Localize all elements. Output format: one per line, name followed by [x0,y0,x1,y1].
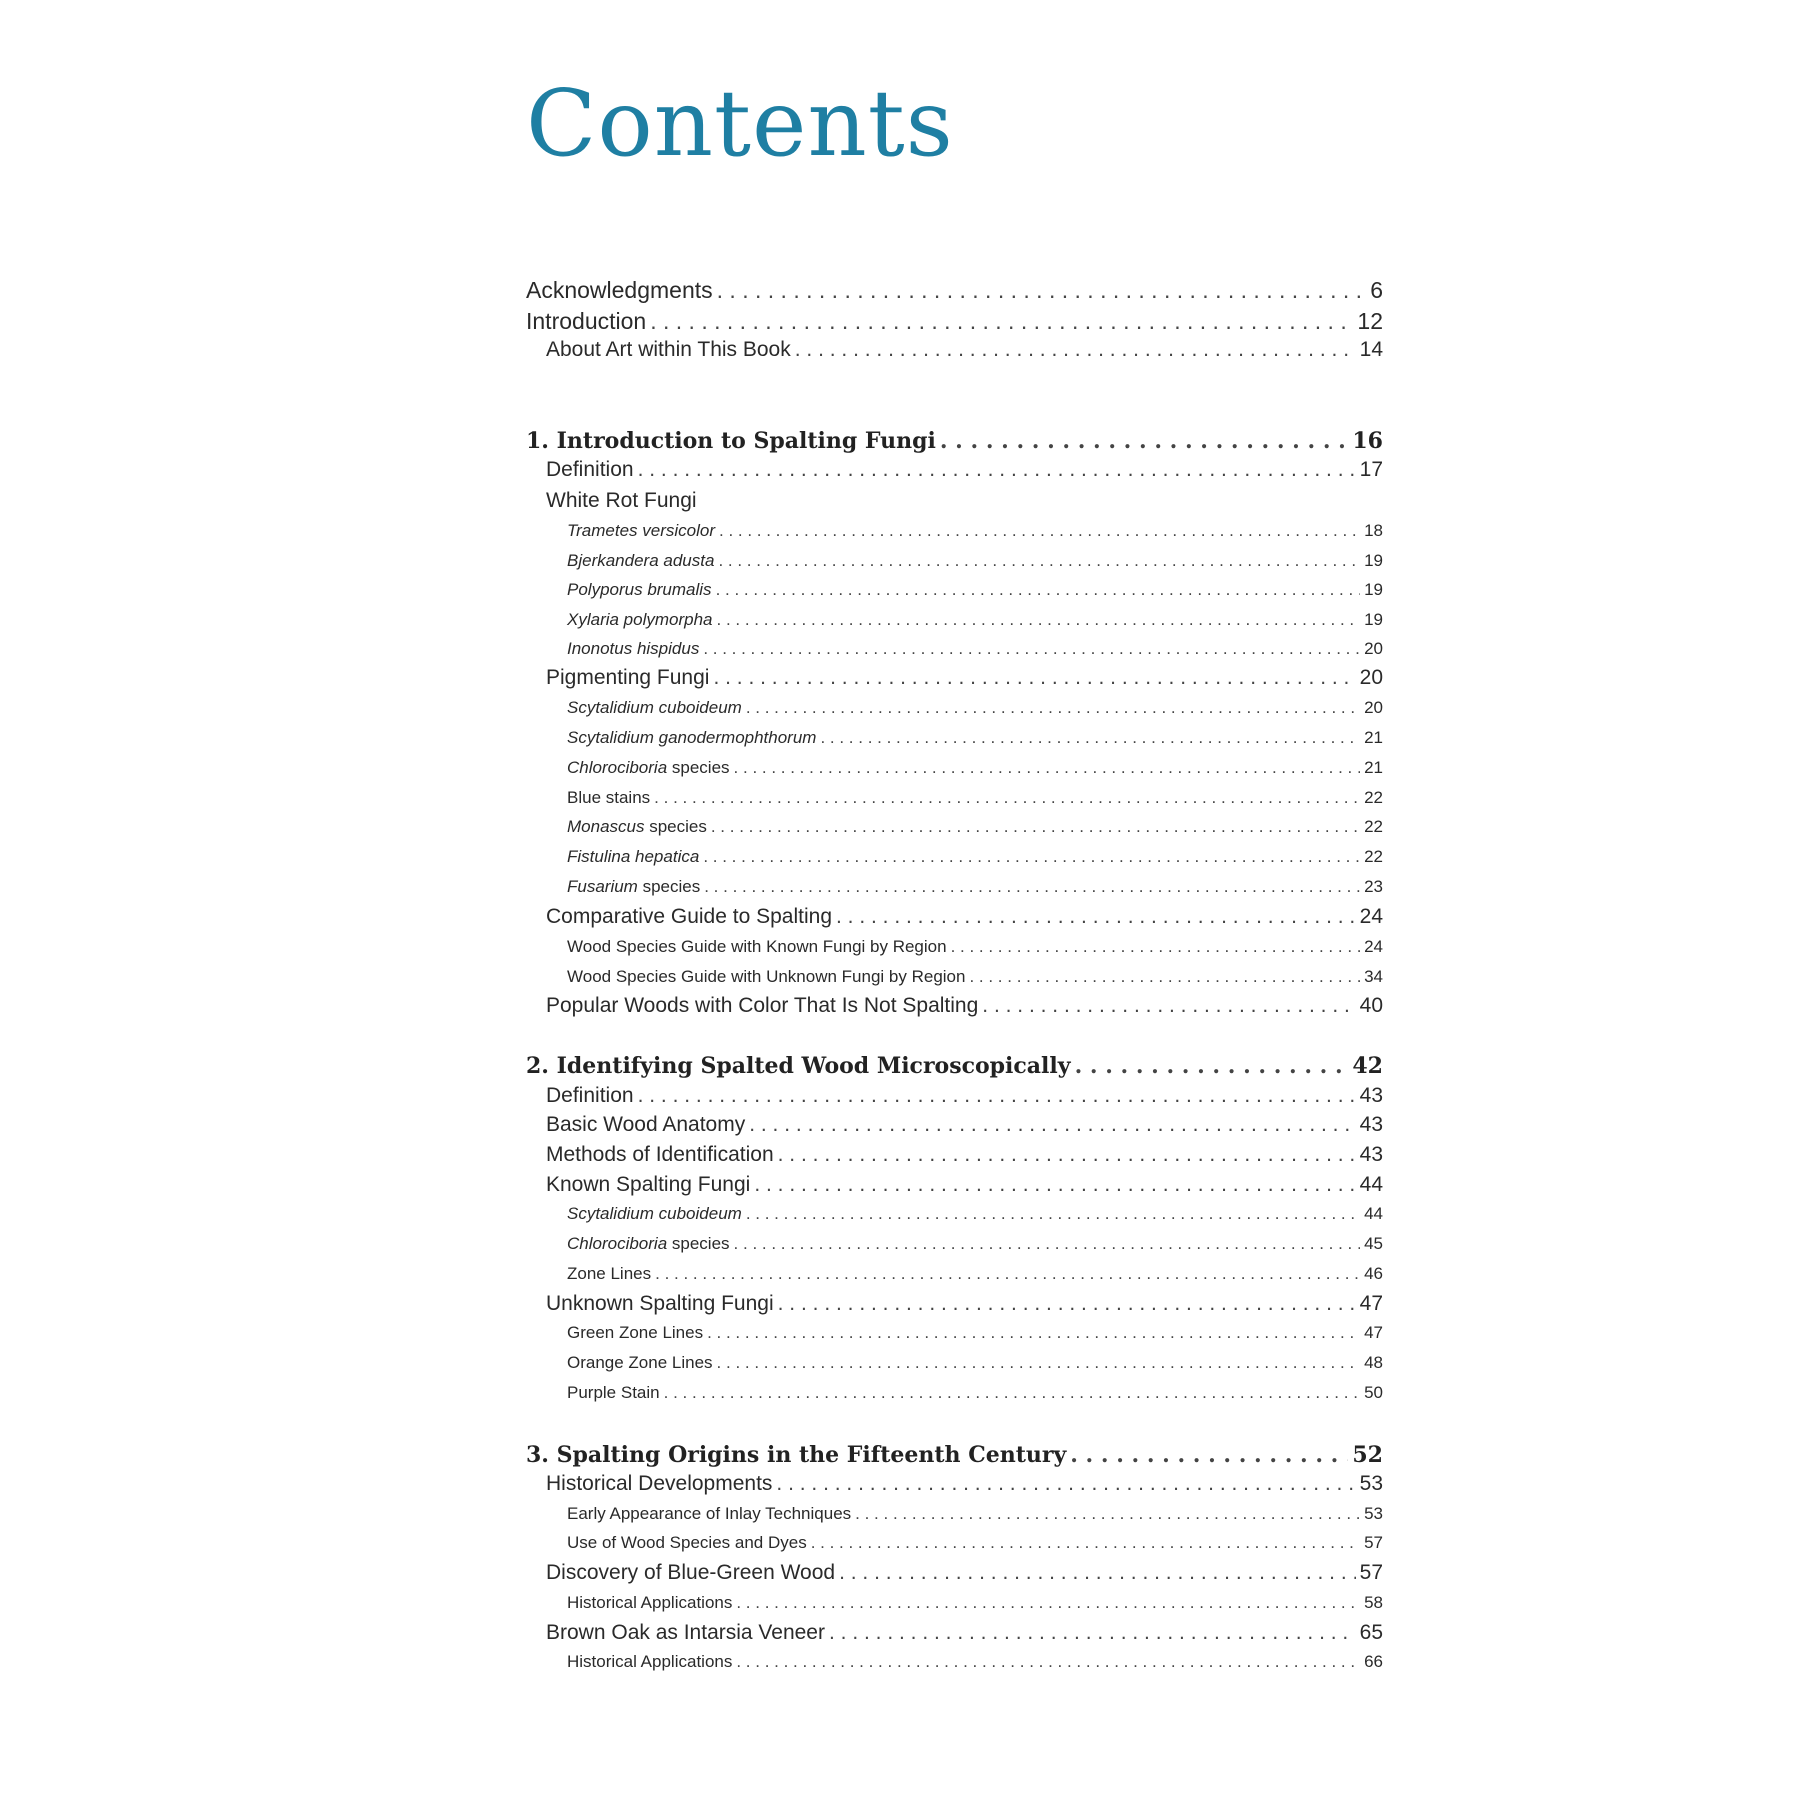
toc-entry[interactable] [567,693,1383,723]
entry-title: Early Appearance of Inlay Techniques [567,1504,852,1523]
entry-page: 21 [1364,758,1383,777]
entry-page: 44 [1364,1204,1383,1223]
entry-page: 20 [1364,639,1383,658]
toc-entry[interactable] [546,902,1383,932]
entry-title: Comparative Guide to Spalting [546,905,832,928]
entry-title: Brown Oak as Intarsia Veneer [546,1621,825,1644]
entry-page: 23 [1364,877,1383,896]
toc-entry[interactable] [567,1647,1383,1677]
entry-page: 40 [1359,994,1383,1017]
toc-entry[interactable] [567,546,1383,576]
toc-entry[interactable] [546,455,1383,485]
toc-entry[interactable] [567,1229,1383,1259]
toc-entry[interactable] [567,1199,1383,1229]
entry-title: Scytalidium cuboideum [567,698,742,717]
toc-entry[interactable] [567,1259,1383,1289]
entry-title: Green Zone Lines [567,1323,704,1342]
entry-title: Bjerkandera adusta [567,551,715,570]
entry-title: Popular Woods with Color That Is Not Spalting [546,994,979,1017]
entry-page: 43 [1359,1143,1383,1166]
toc-entry[interactable] [567,962,1383,992]
entry-page: 19 [1364,580,1383,599]
entry-title: Wood Species Guide with Unknown Fungi by Region [567,967,966,986]
toc-entry[interactable] [567,932,1383,962]
entry-page: 22 [1364,847,1383,866]
entry-title: Introduction [526,308,647,334]
entry-title: Pigmenting Fungi [546,666,710,689]
toc-entry-acknowledgments[interactable] [526,275,1383,305]
entry-page: 53 [1364,1504,1383,1523]
toc-entry[interactable] [567,575,1383,605]
toc-entry[interactable] [567,1318,1383,1348]
toc-entry[interactable] [567,1499,1383,1529]
entry-title: Historical Developments [546,1472,773,1495]
toc-entry[interactable] [567,1588,1383,1618]
toc-entry[interactable] [567,812,1383,842]
entry-title: Use of Wood Species and Dyes [567,1533,807,1552]
entry-title: Known Spalting Fungi [546,1173,751,1196]
entry-page: 6 [1370,277,1383,303]
page-title: Contents [526,70,954,177]
toc-entry[interactable] [546,1469,1383,1499]
entry-title-suffix: species [644,817,707,836]
entry-page: 47 [1359,1292,1383,1315]
entry-page: 18 [1364,521,1383,540]
chapter-title: 3. Spalting Origins in the Fifteenth Century [526,1442,1067,1468]
entry-page: 34 [1364,967,1383,986]
entry-page: 22 [1364,788,1383,807]
entry-title: Unknown Spalting Fungi [546,1292,774,1315]
entry-page: 65 [1359,1621,1383,1644]
toc-entry[interactable] [567,1348,1383,1378]
toc-chapter-2[interactable] [526,1051,1383,1081]
entry-title: Definition [546,458,634,481]
toc-entry[interactable] [546,663,1383,693]
toc-entry[interactable] [546,1110,1383,1140]
entry-page: 22 [1364,817,1383,836]
entry-page: 19 [1364,610,1383,629]
toc-entry[interactable] [567,753,1383,783]
toc-entry-about-art[interactable] [546,335,1383,365]
entry-title: White Rot Fungi [546,489,697,512]
toc-entry[interactable] [546,1140,1383,1170]
entry-page: 45 [1364,1234,1383,1253]
entry-title-suffix: species [667,1234,730,1253]
entry-title: Purple Stain [567,1383,660,1402]
entry-page: 53 [1359,1472,1383,1495]
entry-page: 58 [1364,1593,1383,1612]
entry-page: 50 [1364,1383,1383,1402]
toc-entry[interactable] [546,1558,1383,1588]
entry-page: 20 [1364,698,1383,717]
entry-page: 24 [1359,905,1383,928]
entry-title: Inonotus hispidus [567,639,700,658]
entry-title: Orange Zone Lines [567,1353,713,1372]
toc-entry[interactable] [567,1528,1383,1558]
entry-title: Historical Applications [567,1593,733,1612]
chapter-page: 52 [1352,1442,1383,1468]
toc-entry[interactable] [546,486,697,516]
entry-title: Xylaria polymorpha [567,610,713,629]
toc-entry[interactable] [567,516,1383,546]
chapter-page: 42 [1352,1053,1383,1079]
toc-entry[interactable] [567,723,1383,753]
entry-page: 57 [1364,1533,1383,1552]
entry-title: Scytalidium ganodermophthorum [567,728,817,747]
toc-entry[interactable] [546,991,1383,1021]
entry-page: 14 [1359,338,1383,361]
toc-entry[interactable] [567,842,1383,872]
entry-title: Wood Species Guide with Known Fungi by Region [567,937,947,956]
toc-entry[interactable] [567,783,1383,813]
entry-title: Methods of Identification [546,1143,774,1166]
entry-page: 43 [1359,1084,1383,1107]
toc-entry-introduction[interactable] [526,306,1383,336]
entry-page: 46 [1364,1264,1383,1283]
chapter-page: 16 [1352,428,1383,454]
toc-chapter-1[interactable] [526,426,1383,456]
entry-title: Historical Applications [567,1652,733,1671]
chapter-title: 1. Introduction to Spalting Fungi [526,428,936,454]
toc-entry[interactable] [546,1289,1383,1319]
chapter-title: 2. Identifying Spalted Wood Microscopically [526,1053,1071,1079]
entry-title-suffix: species [637,877,701,896]
entry-title: Polyporus brumalis [567,580,712,599]
entry-title: Fusarium [567,877,638,896]
entry-page: 24 [1364,937,1383,956]
toc-entry[interactable] [546,1618,1383,1648]
entry-title: About Art within This Book [546,338,791,361]
entry-title: Basic Wood Anatomy [546,1113,746,1136]
entry-title: Blue stains [567,788,651,807]
entry-title: Scytalidium cuboideum [567,1204,742,1223]
entry-title: Fistulina hepatica [567,847,700,866]
toc-chapter-3[interactable] [526,1440,1383,1470]
entry-page: 20 [1359,666,1383,689]
toc-entry[interactable] [567,605,1383,635]
entry-page: 21 [1364,728,1383,747]
entry-title: Chlorociboria [567,1234,668,1253]
entry-title: Trametes versicolor [567,521,715,540]
entry-page: 57 [1359,1561,1383,1584]
entry-page: 17 [1359,458,1383,481]
entry-title: Chlorociboria [567,758,668,777]
entry-page: 12 [1357,308,1383,334]
toc-entry[interactable] [567,872,1383,902]
entry-page: 66 [1364,1652,1383,1671]
entry-page: 47 [1364,1323,1383,1342]
entry-title: Discovery of Blue-Green Wood [546,1561,836,1584]
entry-page: 19 [1364,551,1383,570]
toc-entry[interactable] [546,1081,1383,1111]
entry-title: Definition [546,1084,634,1107]
entry-page: 48 [1364,1353,1383,1372]
entry-title: Acknowledgments [526,277,713,303]
toc-entry[interactable] [567,1378,1383,1408]
entry-title-suffix: species [667,758,730,777]
entry-title: Monascus [567,817,645,836]
entry-title: Zone Lines [567,1264,652,1283]
entry-page: 43 [1359,1113,1383,1136]
toc-entry[interactable] [567,634,1383,664]
entry-page: 44 [1359,1173,1383,1196]
toc-entry[interactable] [546,1170,1383,1200]
